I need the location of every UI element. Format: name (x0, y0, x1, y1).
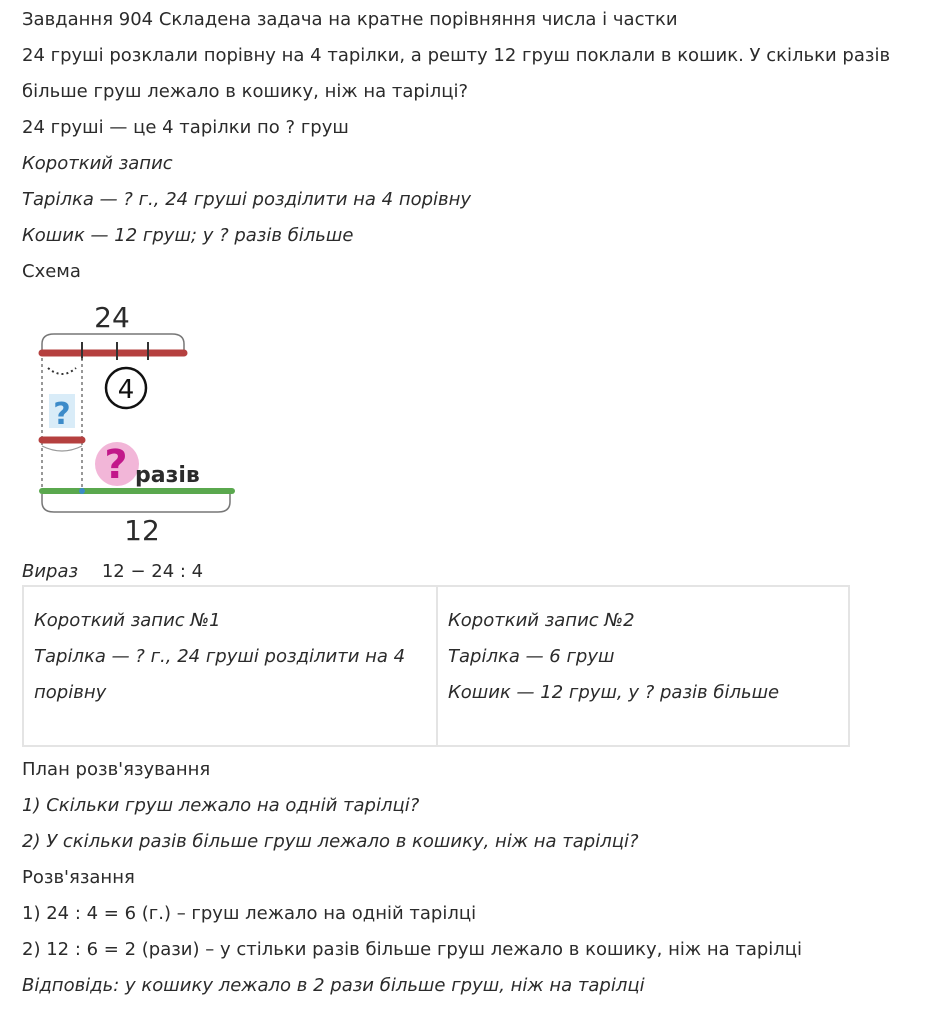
short-note-2-cell (436, 587, 848, 745)
plan-step-1: 1) Скільки груш лежало на одній тарілці? (22, 795, 420, 816)
short-note-2-plate: Тарілка — 6 груш (448, 646, 615, 667)
parts-number: 4 (117, 375, 135, 405)
top-brace (42, 334, 184, 351)
short-note-1-title: Короткий запис №1 (34, 610, 221, 631)
plan-heading: План розв'язування (22, 759, 211, 780)
expression-line (22, 560, 203, 584)
plate-note-line: 24 груші — це 4 тарілки по ? груш (22, 117, 349, 138)
part-brace (42, 446, 82, 451)
short-note-plate: Тарілка — ? г., 24 груші розділити на 4 порівну (22, 189, 472, 210)
expression-value: 12 − 24 : 4 (101, 561, 204, 582)
part-arc (48, 368, 76, 374)
short-note-1-cell (24, 587, 436, 745)
scheme-heading: Схема (22, 261, 81, 282)
top-number: 24 (94, 301, 130, 334)
short-note-heading: Короткий запис (22, 153, 173, 174)
scheme-diagram (22, 294, 252, 550)
problem-text-line-1: 24 груші розклали порівну на 4 тарілки, а решту 12 груш поклали в кошик. У скільки разів (22, 45, 891, 66)
plan-step-2: 2) У скільки разів більше груш лежало в кошику, ніж на тарілці? (22, 831, 639, 852)
question-mark-pink: ? (104, 442, 128, 488)
expression-label: Вираз (22, 561, 79, 582)
short-note-1-plate: Тарілка — ? г., 24 груші розділити на 4 порівну (34, 646, 406, 703)
solution-step-1: 1) 24 : 4 = 6 (г.) – груш лежало на одній тарілці (22, 903, 477, 924)
answer-line: Відповідь: у кошику лежало в 2 рази більше груш, ніж на тарілці (22, 975, 645, 996)
bottom-brace (42, 494, 230, 512)
solution-step-2: 2) 12 : 6 = 2 (рази) – у стільки разів більше груш лежало в кошику, ніж на тарілці (22, 939, 803, 960)
short-note-2-title: Короткий запис №2 (448, 610, 635, 631)
solution-heading: Розв'язання (22, 867, 135, 888)
question-mark-blue: ? (53, 397, 71, 432)
task-title: Завдання 904 Складена задача на кратне порівняння числа і частки (22, 9, 678, 30)
times-label: разів (135, 463, 200, 488)
short-note-2-basket: Кошик — 12 груш, у ? разів більше (448, 682, 780, 703)
short-note-basket: Кошик — 12 груш; у ? разів більше (22, 225, 354, 246)
green-bar-marker (79, 488, 85, 494)
short-notes-table (22, 585, 850, 747)
problem-text-line-2: більше груш лежало в кошику, ніж на тарілці? (22, 81, 469, 102)
bottom-number: 12 (124, 514, 160, 547)
